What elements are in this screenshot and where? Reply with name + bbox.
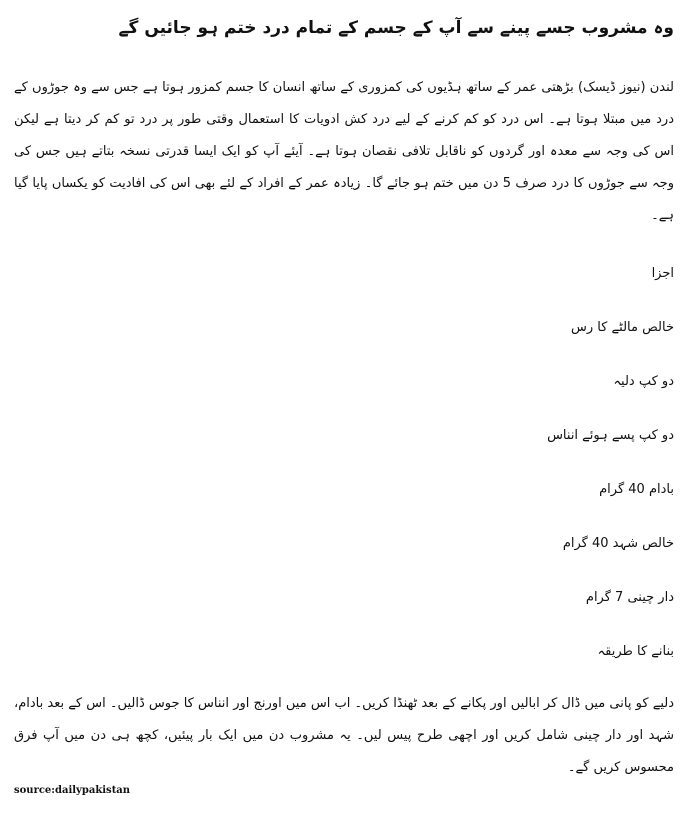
ingredient-item: دو کپ دلیہ [613,374,674,389]
ingredient-item: دار چینی 7 گرام [585,590,674,605]
method-heading: بنانے کا طریقہ [597,644,674,659]
ingredient-item: خالص شہد 40 گرام [562,536,674,551]
intro-paragraph: لندن (نیوز ڈیسک) بڑھتی عمر کے ساتھ ہڈیوں کی کمزوری کے ساتھ انسان کا جسم کمزور ہوتا ہے جس سے وہ جوڑوں کے درد میں مبتلا ہوتا ہے۔ اس درد کو کم کرنے کے لیے درد کش ادویات کا استعمال وقتی طور پر درد تو کم کر دیتا ہے لیکن اس کی وجہ سے معدہ اور گردوں کو ناقابل تلافی نقصان ہوتا ہے۔ آیئے آپ کو ایک ایسا قدرتی نسخہ بتاتے ہیں جس کی وجہ سے جوڑوں کا درد صرف 5 دن میں ختم ہو جائے گا۔ زیادہ عمر کے افراد کے لئے بھی اس کی افادیت کو یکساں پایا گیا ہے۔ [14,80,674,223]
article-headline: وہ مشروب جسے پینے سے آپ کے جسم کے تمام درد ختم ہو جائیں گے [118,18,674,38]
ingredient-item: بادام 40 گرام [599,482,674,497]
article [14,0,674,828]
ingredients-heading: اجزا [651,266,674,281]
ingredient-item: خالص مالٹے کا رس [570,320,674,335]
method-paragraph: دلیے کو پانی میں ڈال کر ابالیں اور پکانے کے بعد ٹھنڈا کریں۔ اب اس میں اورنج اور انناس کا جوس ڈالیں۔ اس کے بعد بادام، شہد اور دار چینی شامل کریں اور اچھی طرح پیس لیں۔ یہ مشروب دن میں ایک بار پیئیں، کچھ ہی دن میں آپ فرق محسوس کریں گے۔ [14,696,674,775]
source-credit: source:dailypakistan [14,785,131,796]
ingredient-item: دو کپ پسے ہوئے انناس [547,428,674,443]
